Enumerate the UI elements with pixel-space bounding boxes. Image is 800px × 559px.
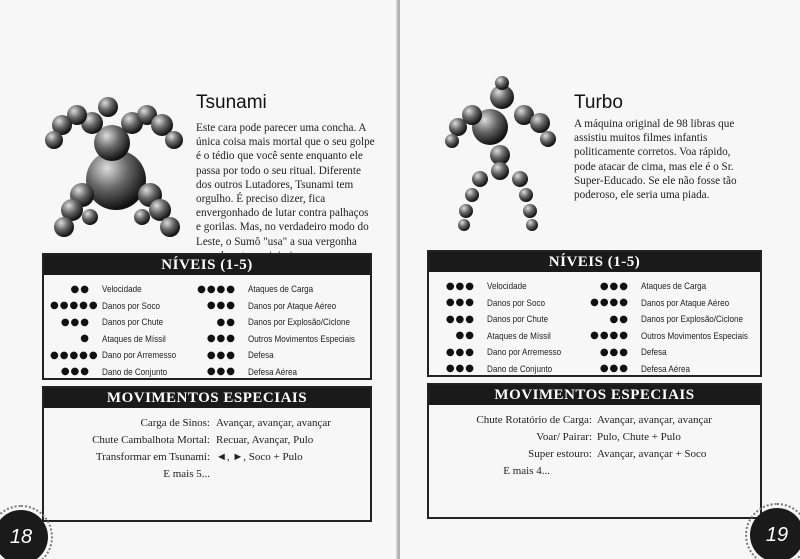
- stat-label: Outros Movimentos Especiais: [248, 333, 355, 344]
- move-input: Avançar, avançar + Soco: [597, 448, 707, 460]
- stat-label: Dano por Arremesso: [102, 350, 177, 361]
- stat-label: Dano por Arremesso: [487, 347, 562, 358]
- special-moves-panel: [42, 386, 372, 522]
- stat-label: Danos por Chute: [487, 314, 549, 325]
- level-dots: ●●●●●: [50, 300, 99, 312]
- stat-label: Danos por Chute: [102, 317, 164, 328]
- level-dots: ●●: [609, 313, 629, 325]
- move-input: Avançar, avançar, avançar: [597, 414, 712, 426]
- level-dots: ●●●: [60, 366, 90, 378]
- level-dots: ●●●: [206, 366, 236, 378]
- stat-row: [589, 361, 763, 378]
- stat-row: [435, 295, 571, 312]
- stat-row: [435, 361, 571, 378]
- level-dots: ●●●: [206, 349, 236, 361]
- level-dots: ●●●: [445, 297, 475, 309]
- level-dots: ●●●: [206, 333, 236, 345]
- stat-row: [194, 347, 370, 364]
- stat-label: Danos por Explosão/Ciclone: [248, 317, 351, 328]
- move-input: ◄, ►, Soco + Pulo: [216, 451, 303, 463]
- level-dots: ●: [80, 333, 90, 345]
- stats-column-right: [589, 278, 763, 377]
- stat-row: [589, 278, 763, 295]
- page-right: [400, 0, 800, 559]
- more-moves-note: E mais 4...: [503, 465, 550, 477]
- stat-row: [435, 328, 571, 345]
- character-name: Tsunami: [196, 92, 267, 113]
- stats-column-right: [194, 281, 370, 380]
- stat-label: Ataques de Míssil: [487, 330, 551, 341]
- special-moves-title: MOVIMENTOS ESPECIAIS: [44, 388, 370, 408]
- level-dots: ●●●: [599, 363, 629, 375]
- level-dots: ●●●: [445, 280, 475, 292]
- character-name: Turbo: [574, 92, 623, 113]
- stat-row: [194, 364, 370, 381]
- level-dots: ●●●: [206, 300, 236, 312]
- move-input: Avançar, avançar, avançar: [216, 417, 331, 429]
- levels-panel: [42, 253, 372, 380]
- stat-label: Velocidade: [487, 281, 527, 292]
- stat-row: [194, 281, 370, 298]
- levels-title: NÍVEIS (1-5): [44, 255, 370, 275]
- stat-row: [194, 331, 370, 348]
- stat-label: Velocidade: [102, 284, 142, 295]
- stat-row: [435, 278, 571, 295]
- move-name: Carga de Sinos:: [140, 417, 210, 429]
- special-moves-title: MOVIMENTOS ESPECIAIS: [429, 385, 760, 405]
- stat-row: [589, 328, 763, 345]
- stat-label: Dano de Conjunto: [487, 363, 553, 374]
- stats-column-left: [435, 278, 571, 377]
- level-dots: ●●: [216, 316, 236, 328]
- stat-row: [50, 347, 186, 364]
- level-dots: ●●●: [599, 346, 629, 358]
- stat-label: Dano de Conjunto: [102, 366, 168, 377]
- levels-panel: [427, 250, 762, 377]
- level-dots: ●●●●: [590, 330, 629, 342]
- level-dots: ●●●: [445, 363, 475, 375]
- stat-label: Danos por Ataque Aéreo: [248, 300, 337, 311]
- level-dots: ●●: [455, 330, 475, 342]
- stat-label: Outros Movimentos Especiais: [641, 330, 748, 341]
- page-number: 19: [750, 508, 800, 559]
- level-dots: ●●●: [599, 280, 629, 292]
- move-name: Voar/ Pairar:: [536, 431, 592, 443]
- move-name: Super estouro:: [528, 448, 592, 460]
- stat-row: [589, 295, 763, 312]
- levels-title: NÍVEIS (1-5): [429, 252, 760, 272]
- level-dots: ●●●: [60, 316, 90, 328]
- stat-label: Danos por Explosão/Ciclone: [641, 314, 744, 325]
- stat-row: [194, 298, 370, 315]
- move-input: Pulo, Chute + Pulo: [597, 431, 681, 443]
- stat-label: Defesa Aérea: [248, 366, 297, 377]
- level-dots: ●●: [70, 283, 90, 295]
- character-description: A máquina original de 98 libras que assistiu muitos filmes infantis politicamente corretos. Voa rápido, pode atacar de cima, mas ele é o Sr. Super-Educado. Se ele não fosse tão poderoso, ele seria uma piada.: [574, 118, 737, 202]
- move-name: Transformar em Tsunami:: [95, 451, 210, 463]
- stat-row: [50, 298, 186, 315]
- stat-label: Ataques de Carga: [641, 281, 707, 292]
- stat-row: [50, 331, 186, 348]
- stat-row: [435, 311, 571, 328]
- move-input: Recuar, Avançar, Pulo: [216, 434, 314, 446]
- level-dots: ●●●: [445, 313, 475, 325]
- stats-column-left: [50, 281, 186, 380]
- turbo-character-image: [440, 75, 560, 235]
- level-dots: ●●●: [445, 346, 475, 358]
- move-name: Chute Rotatório de Carga:: [476, 414, 592, 426]
- stat-row: [50, 281, 186, 298]
- stat-row: [589, 344, 763, 361]
- stat-label: Danos por Soco: [102, 300, 160, 311]
- level-dots: ●●●●: [590, 297, 629, 309]
- tsunami-character-image: [42, 85, 190, 240]
- stat-label: Danos por Ataque Aéreo: [641, 297, 730, 308]
- stat-label: Ataques de Míssil: [102, 333, 166, 344]
- move-name: Chute Cambalhota Mortal:: [92, 434, 210, 446]
- page-number: 18: [0, 510, 48, 559]
- stat-row: [194, 314, 370, 331]
- level-dots: ●●●●: [197, 283, 236, 295]
- more-moves-note: E mais 5...: [163, 468, 210, 480]
- stat-row: [589, 311, 763, 328]
- stat-label: Defesa: [248, 350, 274, 361]
- stat-row: [435, 344, 571, 361]
- stat-label: Defesa Aérea: [641, 363, 690, 374]
- level-dots: ●●●●●: [50, 349, 99, 361]
- page-left: [0, 0, 398, 559]
- character-description: Este cara pode parecer uma concha. A única coisa mais mortal que o seu golpe é o tédio que você sente enquanto ele passa por todo o seu ritual. Diferente dos outros Lutadores, Tsunami tem orgulho. É preciso dizer, fica envergonhado de lutar contra palhaços e gorilas. Mas, no verdadeiro modo do Leste, o Sumô "usa" a sua vergonha: [196, 122, 375, 248]
- stat-row: [50, 364, 186, 381]
- stat-row: [50, 314, 186, 331]
- stat-label: Ataques de Carga: [248, 284, 314, 295]
- stat-label: Defesa: [641, 347, 667, 358]
- special-moves-panel: [427, 383, 762, 519]
- stat-label: Danos por Soco: [487, 297, 545, 308]
